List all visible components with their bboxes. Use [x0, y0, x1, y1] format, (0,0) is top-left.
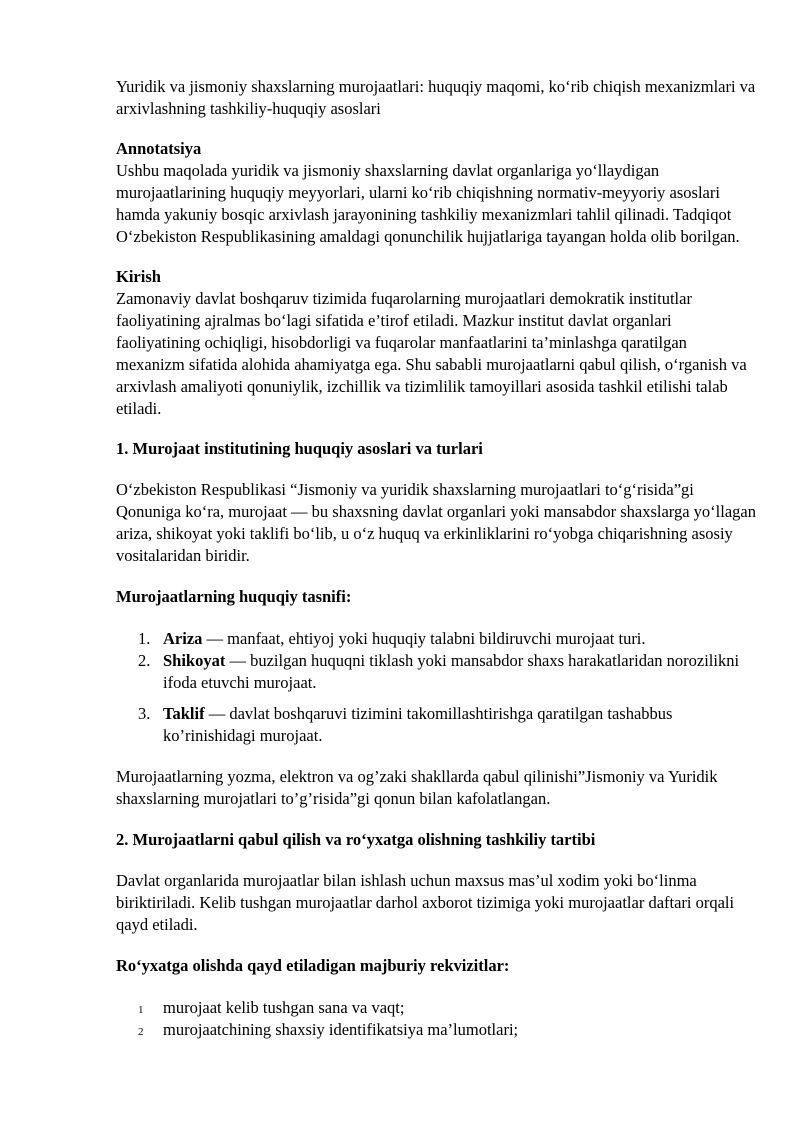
intro-section — [116, 266, 756, 420]
requisites-list — [116, 997, 756, 1041]
intro-heading: Kirish — [116, 267, 161, 286]
list-item-text: murojaatchining shaxsiy identifikatsiya ma’lumotlari; — [163, 1020, 519, 1039]
list-item-term: Taklif — [163, 704, 205, 723]
section1-closing: Murojaatlarning yozma, elektron va og’zaki shakllarda qabul qilinishi”Jismoniy va Yuridik shaxslarning murojatlari to’g’risida”gi qonun bilan kafolatlangan. — [116, 767, 718, 808]
list-item-number: 2. — [138, 651, 151, 670]
list-item-number: 1. — [138, 629, 151, 648]
annotation-section — [116, 138, 756, 248]
section1-subheading: Murojaatlarning huquqiy tasnifi: — [116, 587, 352, 606]
list-item-number: 2 — [138, 1026, 144, 1038]
list-item-desc: — manfaat, ehtiyoj yoki huquqiy talabni bildiruvchi murojaat turi. — [202, 629, 646, 648]
list-item-term: Ariza — [163, 629, 203, 648]
section2-heading: 2. Murojaatlarni qabul qilish va ro‘yxatga olishning tashkiliy tartibi — [116, 830, 596, 849]
section2-text: Davlat organlarida murojaatlar bilan ishlash uchun maxsus mas’ul xodim yoki bo‘linma biriktiriladi. Kelib tushgan murojaatlar darhol axborot tizimiga yoki murojaatlar daftari orqali qayd etiladi. — [116, 871, 735, 934]
list-item-text: murojaat kelib tushgan sana va vaqt; — [163, 998, 405, 1017]
section1-text: O‘zbekiston Respublikasi “Jismoniy va yuridik shaxslarning murojaatlari to‘g‘risida”gi Qonuniga ko‘ra, murojaat — bu shaxsning davlat organlari yoki mansabdor shaxslarga yo‘llagan ariza, shikoyat yoki taklifi bo‘lib, u o‘z huquq va erkinliklarini ro‘yobga chiqarishning asosiy vositalaridan biridir. — [116, 480, 756, 565]
intro-text: Zamonaviy davlat boshqaruv tizimida fuqarolarning murojaatlari demokratik institutlar faoliyatining ajralmas bo‘lagi sifatida e’tirof etiladi. Mazkur institut davlat organlari faoliyatining ochiqligi, hisobdorligi va fuqarolar manfaatlarini ta’minlashga qaratilgan mexanizm sifatida alohida ahamiyatga ega. Shu sababli murojaatlarni qabul qilish, o‘rganish va arxivlash amaliyoti qonuniylik, izchillik va tizimlilik tamoyillari asosida tashkil etilishi talab etiladi. — [116, 289, 747, 418]
list-item-number: 1 — [138, 1004, 144, 1016]
classification-list — [116, 628, 756, 747]
list-item-desc: — buzilgan huquqni tiklash yoki mansabdor shaxs harakatlaridan norozilikni ifoda etuvchi murojaat. — [163, 651, 740, 692]
list-item — [116, 1019, 756, 1041]
list-item-term: Shikoyat — [163, 651, 226, 670]
list-item — [116, 628, 756, 650]
annotation-text: Ushbu maqolada yuridik va jismoniy shaxslarning davlat organlariga yo‘llaydigan murojaatlarining huquqiy meyyorlari, ularni ko‘rib chiqishning normativ-meyyoriy asoslari hamda yakuniy bosqic arxivlash jarayonining tashkiliy mexanizmlari tahlil qilinadi. Tadqiqot O‘zbekiston Respublikasining amaldagi qonunchilik hujjatlariga tayangan holda olib borilgan. — [116, 161, 740, 246]
list-item — [116, 650, 756, 694]
list-item-number: 3. — [138, 704, 151, 723]
document-title: Yuridik va jismoniy shaxslarning murojaatlari: huquqiy maqomi, ko‘rib chiqish mexanizmlari va arxivlashning tashkiliy-huquqiy asoslari — [116, 77, 756, 118]
document-page — [116, 76, 756, 1041]
list-item — [116, 997, 756, 1019]
annotation-heading: Annotatsiya — [116, 139, 202, 158]
section2-subheading: Ro‘yxatga olishda qayd etiladigan majburiy rekvizitlar: — [116, 956, 510, 975]
list-item — [116, 703, 756, 747]
list-item-desc: — davlat boshqaruvi tizimini takomillashtirishga qaratilgan tashabbus ko’rinishidagi murojaat. — [163, 704, 673, 745]
section1-heading: 1. Murojaat institutining huquqiy asoslari va turlari — [116, 439, 483, 458]
